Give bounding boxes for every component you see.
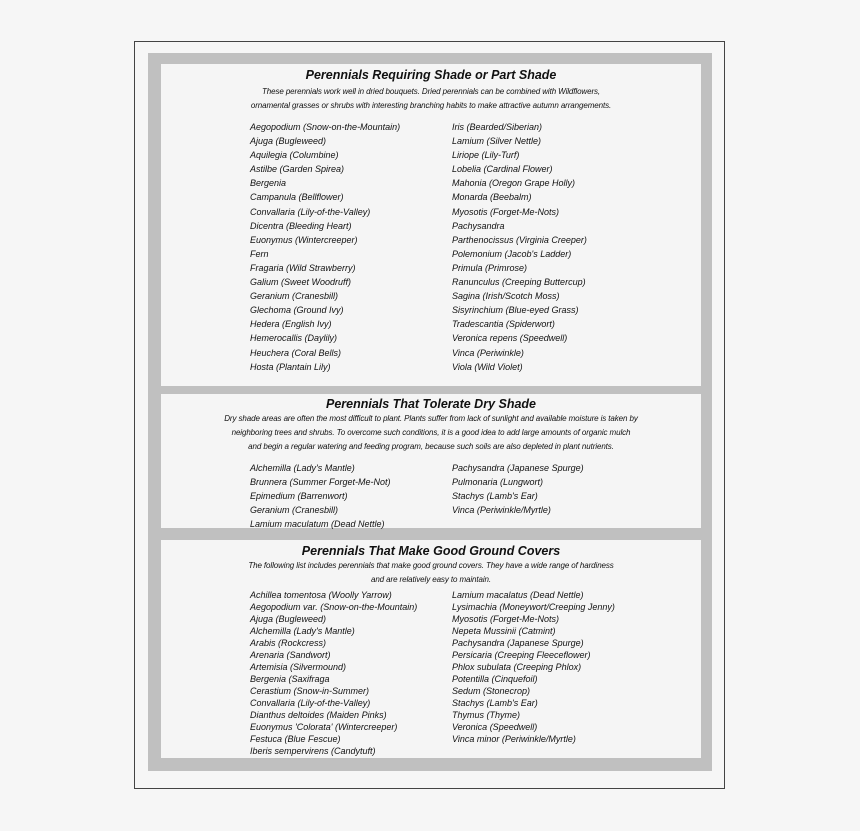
plant-item: Iris (Bearded/Siberian) [452,122,543,132]
plant-item: Alchemilla (Lady's Mantle) [250,626,355,636]
section-description-line: neighboring trees and shrubs. To overcome such conditions, it is a good idea to add large amounts of organic mulch [231,428,631,437]
plant-item: Hemerocallis (Daylily) [250,333,338,344]
plant-item: Viola (Wild Violet) [452,361,523,372]
plant-item: Sisyrinchium (Blue-eyed Grass) [452,305,579,316]
section-description-line: and begin a regular watering and feeding program, because such soils are also depleted in plant nutrients. [248,442,614,451]
plant-item: Fern [250,248,269,259]
plant-list-left [250,589,452,757]
plant-item: Dianthus deltoides (Maiden Pinks) [250,710,387,720]
section-title: Perennials That Tolerate Dry Shade [325,397,537,411]
plant-item: Bergenia [250,178,287,189]
plant-columns [250,589,654,757]
plant-item: Festuca (Blue Fescue) [250,734,341,744]
plant-item: Lamium macalatus (Dead Nettle) [452,590,584,600]
plant-item: Persicaria (Creeping Fleeceflower) [452,650,591,660]
plant-columns [250,120,654,374]
plant-item: Cerastium (Snow-in-Summer) [250,686,370,696]
plant-item: Aegopodium var. (Snow-on-the-Mountain) [250,602,418,612]
plant-item: Liriope (Lily-Turf) [452,150,520,161]
plant-item: Vinca minor (Periwinkle/Myrtle) [452,734,576,744]
section-title: Perennials Requiring Shade or Part Shade [305,68,557,82]
plant-item: Euonymus 'Colorata' (Wintercreeper) [250,722,398,732]
plant-item: Thymus (Thyme) [452,710,521,720]
section-description-line: ornamental grasses or shrubs with interesting branching habits to make attractive autumn arrangements. [250,101,612,110]
plant-item: Hedera (English Ivy) [250,319,332,330]
plant-item: Bergenia (Saxifraga [250,674,330,684]
plant-item: Vinca (Periwinkle) [452,347,524,358]
plant-list-right [452,120,654,374]
plant-item: Monarda (Beebalm) [452,192,532,203]
plant-item: Lysimachia (Moneywort/Creeping Jenny) [452,602,615,612]
plant-item: Ajuga (Bugleweed) [250,614,327,624]
plant-item: Pachysandra (Japanese Spurge) [452,638,584,648]
plant-item: Fragaria (Wild Strawberry) [250,262,356,273]
plant-item: Lamium (Silver Nettle) [452,136,542,147]
plant-item: Astilbe (Garden Spirea) [250,164,345,175]
plant-item: Sagina (Irish/Scotch Moss) [452,291,560,302]
plant-item: Polemonium (Jacob's Ladder) [452,248,572,259]
plant-item: Glechoma (Ground Ivy) [250,305,344,316]
section-description-line: These perennials work well in dried bouquets. Dried perennials can be combined with Wildflowers, [261,87,601,96]
plant-item: Aegopodium (Snow-on-the-Mountain) [250,122,401,132]
plant-list-left [250,120,452,374]
plant-item: Myosotis (Forget-Me-Nots) [452,614,560,624]
plant-item: Convallaria (Lily-of-the-Valley) [250,206,371,217]
plant-item: Artemisia (Silvermound) [250,662,347,672]
plant-item: Lobelia (Cardinal Flower) [452,164,553,175]
section-ground-covers [161,540,701,758]
section-title: Perennials That Make Good Ground Covers [301,544,561,558]
plant-item: Geranium (Cranesbill) [250,291,339,302]
section-description-line: The following list includes perennials that make good ground covers. They have a wide range of hardiness [248,561,614,570]
plant-item: Potentilla (Cinquefoil) [452,674,538,684]
plant-item: Phlox subulata (Creeping Phlox) [452,662,582,672]
plant-item: Veronica (Speedwell) [452,722,538,732]
plant-item: Arabis (Rockcress) [250,638,327,648]
plant-item: Convallaria (Lily-of-the-Valley) [250,698,371,708]
plant-item: Hosta (Plantain Lily) [250,361,331,372]
section-shade-part-shade [161,64,701,386]
plant-item: Achillea tomentosa (Woolly Yarrow) [250,590,392,600]
plant-item: Arenaria (Sandwort) [250,650,331,660]
plant-item: Geranium (Cranesbill) [250,505,339,515]
plant-list-right [452,589,654,757]
plant-item: Lamium maculatum (Dead Nettle) [250,519,385,529]
plant-item: Parthenocissus (Virginia Creeper) [452,234,587,245]
plant-item: Stachys (Lamb's Ear) [452,491,538,501]
plant-item: Veronica repens (Speedwell) [452,333,568,344]
plant-item: Stachys (Lamb's Ear) [452,698,538,708]
section-dry-shade [161,394,701,528]
plant-item: Myosotis (Forget-Me-Nots) [452,206,560,217]
plant-item: Mahonia (Oregon Grape Holly) [452,178,576,189]
plant-item: Brunnera (Summer Forget-Me-Not) [250,477,391,487]
plant-item: Euonymus (Wintercreeper) [250,234,358,245]
plant-item: Pulmonaria (Lungwort) [452,477,544,487]
plant-item: Dicentra (Bleeding Heart) [250,220,352,231]
plant-item: Sedum (Stonecrop) [452,686,531,696]
plant-columns [250,461,654,531]
plant-item: Alchemilla (Lady's Mantle) [250,463,355,473]
plant-item: Primula (Primrose) [452,262,528,273]
plant-item: Pachysandra (Japanese Spurge) [452,463,584,473]
plant-item: Pachysandra [452,220,505,231]
plant-item: Tradescantia (Spiderwort) [452,319,555,330]
plant-item: Heuchera (Coral Bells) [250,347,342,358]
section-description-line: and are relatively easy to maintain. [370,575,492,584]
plant-item: Aquilegia (Columbine) [250,150,339,161]
section-description-line: Dry shade areas are often the most difficult to plant. Plants suffer from lack of sunlight and available moisture is taken by [224,414,638,423]
plant-item: Epimedium (Barrenwort) [250,491,348,501]
plant-list-left [250,461,452,531]
plant-list-right [452,461,654,531]
plant-item: Vinca (Periwinkle/Myrtle) [452,505,551,515]
plant-item: Iberis sempervirens (Candytuft) [250,746,376,756]
plant-item: Galium (Sweet Woodruff) [250,277,352,288]
plant-item: Ranunculus (Creeping Buttercup) [452,277,586,288]
plant-item: Campanula (Bellflower) [250,192,344,203]
plant-item: Ajuga (Bugleweed) [250,136,327,147]
plant-item: Nepeta Mussinii (Catmint) [452,626,556,636]
